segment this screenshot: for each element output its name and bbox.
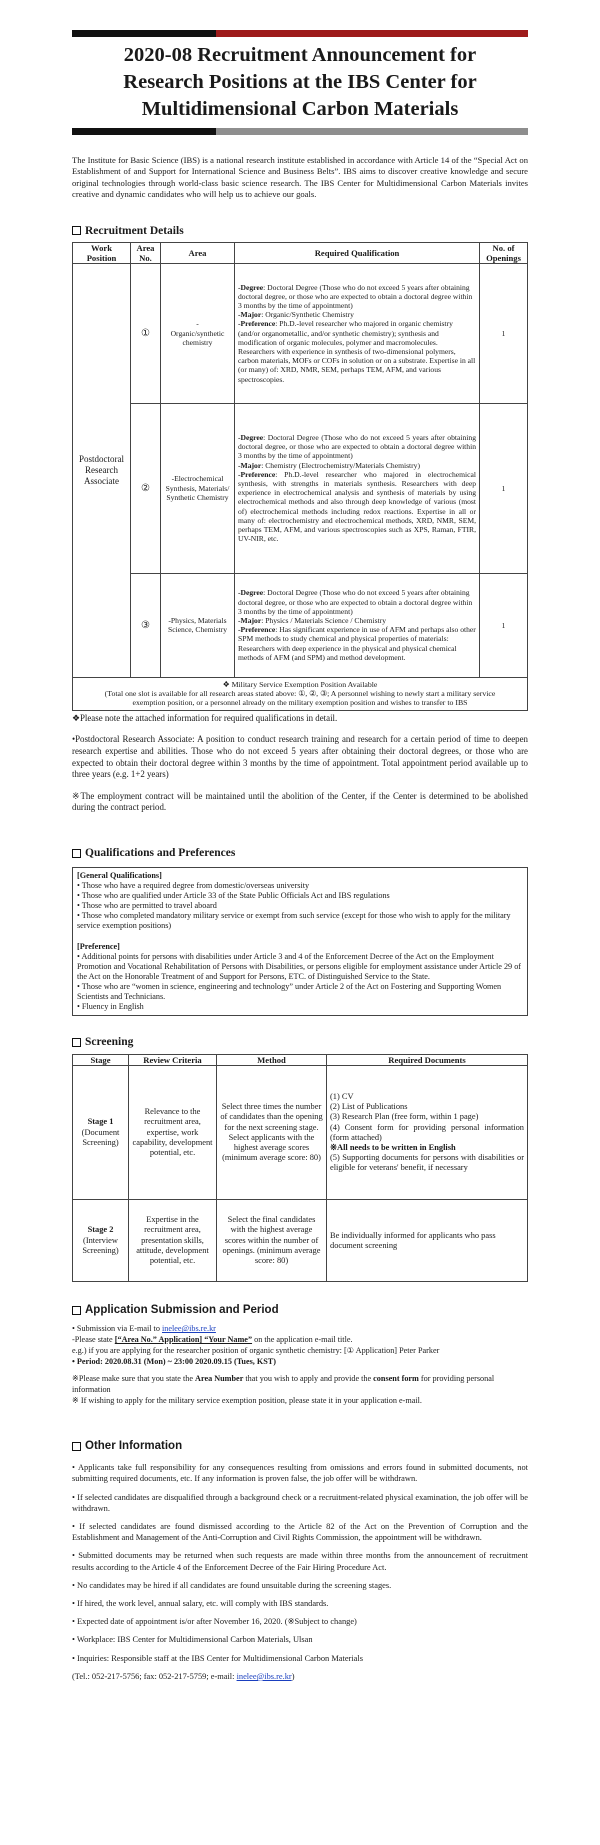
postdoc-note: •Postdoctoral Research Associate: A position to conduct research training and research for a certain period of time to deepen research expertise and abilities. Those who do not exceed 5 years after obtaining their doctoral degrees, or those who are expected to obtain their doctoral degree within 3 months by the time of appointment. Total appointment period available up to three years (e.g. 1+2 years) [72,734,528,780]
method-cell: Select the final candidates with the highest average scores within the number of openings. (minimum average score: 80) [217,1200,327,1282]
other-section [72,1462,528,1682]
general-title: [General Qualifications] [77,871,162,880]
military-text: (Total one slot is available for all research areas stated above: ①, ②, ③; A personnel wishing to newly start a military service exemption position, or a personnel already on the military exemption position and wishes to transfer to IBS [104,689,496,708]
col-header: Method [217,1055,327,1066]
checkbox-square-icon [72,1306,81,1315]
area-no: ② [131,403,161,573]
contact-line: (Tel.: 052-217-5756; fax: 052-217-5759; e-mail: inelee@ibs.re.kr) [72,1671,295,1681]
list-item: • Those who completed mandatory military service or exempt from such service (except for those who wish to apply for the military service exemption positions) [77,911,511,931]
documents-cell [327,1066,528,1200]
title-line: Research Positions at the IBS Center for [123,71,477,93]
recruitment-table [72,242,528,711]
list-item: (5) Supporting documents for persons with disabilities or eligible for veterans' benefit, if necessary [330,1153,524,1173]
recruitment-heading: Recruitment Details [72,225,528,237]
checkbox-square-icon [72,1038,81,1047]
col-header: Required Qualification [235,242,480,263]
period-line: • Period: 2020.08.31 (Mon) ~ 23:00 2020.09.15 (Tues, KST) [72,1357,276,1367]
area-name: -Electrochemical Synthesis, Materials/ Synthetic Chemistry [161,403,235,573]
title-line: Multidimensional Carbon Materials [141,98,459,120]
list-item: (2) List of Publications [330,1102,408,1112]
other-heading: Other Information [72,1440,528,1452]
list-item: • No candidates may be hired if all candidates are found unsuitable during the screening stages. [72,1580,392,1590]
area-no: ③ [131,573,161,677]
military-note: ※ If wishing to apply for the military service exemption position, please state it in your application e-mail. [72,1396,422,1406]
header-bottom-bar [72,128,528,135]
list-item: • Those who are qualified under Article 33 of the State Public Officials Act and IBS regulations [77,891,390,901]
qualification-cell: -Degree: Doctoral Degree (Those who do not exceed 5 years after obtaining doctoral degree, or those who are expected to obtain a doctoral degree within 3 months by the time of appointment) -Major: Organic/Synthetic Chemistry -Preference: Ph.D.-level researcher who majored in organic chemistry (and/or organometallic, and/or synthetic chemistry); synthesis and modification of organic molecules, polymer and macromolecules. Researchers with experience in synthesis of two-dimensional polymers, carbon materials, MOFs or COFs in solution or on a substrate. Expertise in all (or many) of: XRD, NMR, SEM, perhaps TEM, AFM, and various spectroscopies. [235,263,480,403]
list-item: • Those who have a required degree from domestic/overseas university [77,881,310,891]
list-item: • Workplace: IBS Center for Multidimensional Carbon Materials, Ulsan [72,1635,313,1645]
intro-paragraph: The Institute for Basic Science (IBS) is a national research institute established in accordance with Article 14 of the “Special Act on Establishment of and Support for International Science and Business Belts”. IBS aims to discover creative knowledge and secure original technologies through world-class basic science research. The IBS Center for Multidimensional Carbon Materials invites creative and dynamic candidates who will help us to achieve our goals. [72,155,528,200]
submission-line: • Submission via E-mail to inelee@ibs.re.kr [72,1324,216,1334]
col-header: Required Documents [327,1055,528,1066]
list-item: (4) Consent form for providing personal information (form attached) [330,1122,524,1142]
documents-cell [327,1200,528,1282]
stage-cell: Stage 2 (Interview Screening) [73,1200,129,1282]
email-link[interactable]: inelee@ibs.re.kr [161,1324,216,1334]
page-title [72,42,528,123]
col-header: No. of Openings [480,242,528,263]
method-cell: Select three times the number of candidates than the opening for the next screening stage. Select applicants with the highest average scores (minimum average score: 80) [217,1066,327,1200]
checkbox-square-icon [72,849,81,858]
screening-table [72,1054,528,1282]
title-line: 2020-08 Recruitment Announcement for [123,44,477,66]
screening-heading: Screening [72,1036,528,1048]
list-item: • Fluency in English [77,1002,144,1012]
announcement-page [72,30,528,1689]
qualification-cell: -Degree: Doctoral Degree (Those who do not exceed 5 years after obtaining doctoral degree, or those who are expected to obtain a doctoral degree within 3 months by the time of appointment) -Major: Physics / Materials Science / Chemistry -Preference: Has significant experience in use of AFM and perhaps also other SPM methods to study chemical and physical properties of materials: Researchers with deep experience in the physical and physical chemical methods of AFM (and SPM) and method development. [235,573,480,677]
area-no: ① [131,263,161,403]
attached-note: ❖Please note the attached information for required qualifications in detail. [72,712,338,723]
table-row [73,1066,528,1200]
col-header: Area No. [131,242,161,263]
area-number-note: ※Please make sure that you state the Area Number that you wish to apply and provide the consent form for providing personal information [72,1374,495,1395]
list-item: • Those who are permitted to travel aboard [77,901,217,911]
military-service-cell [73,677,528,710]
table-row [73,573,528,677]
criteria-cell: Expertise in the recruitment area, presentation skills, attitude, development potential, etc. [129,1200,217,1282]
list-item: • If selected candidates are disqualified through a background check or a recruitment-related physical examination, the job offer will be withdrawn. [72,1492,528,1513]
qualifications-heading: Qualifications and Preferences [72,847,528,859]
col-header: Area [161,242,235,263]
list-item: • Inquiries: Responsible staff at the IBS Center for Multidimensional Carbon Materials [72,1653,363,1663]
col-header: Work Position [73,242,131,263]
list-item: • Those who are “women in science, engineering and technology” under Article 2 of the Act on Fostering and Supporting Women Scientists and Technicians. [77,981,502,1002]
list-item: • If hired, the work level, annual salary, etc. will comply with IBS standards. [72,1599,329,1609]
list-item: • Applicants take full responsibility for any consequences resulting from omissions and errors found in submitted documents, not submitting required documents, etc. If any information is proven false, the job offer will be withdrawn. [72,1463,528,1484]
state-line: -Please state [“Area No.” Application] “Your Name” on the application e-mail title. [72,1335,353,1345]
table-row [73,403,528,573]
openings-count: 1 [480,263,528,403]
col-header: Review Criteria [129,1055,217,1066]
contract-note: ※The employment contract will be maintained until the abolition of the Center, if the Center is determined to be abolished during the contract period. [72,790,528,813]
application-heading: Application Submission and Period [72,1304,528,1316]
checkbox-square-icon [72,226,81,235]
list-item: (3) Research Plan (free form, within 1 page) [330,1112,479,1122]
list-item: • Expected date of appointment is/or after November 16, 2020. (※Subject to change) [72,1617,357,1627]
qualification-cell: -Degree: Doctoral Degree (Those who do not exceed 5 years after obtaining doctoral degree, or those who are expected to obtain a doctoral degree within 3 months by the time of appointment) -Major: Chemistry (Electrochemistry/Materials Chemistry) -Preference: Ph.D.-level researcher who majored in electrochemical synthesis, with strengths in materials synthesis. Researchers with deep experience in electrochemical analysis and synthesis of materials by using electrochemical methods and also through deep knowledge of various (most of) electrochemical methods including redox reactions. Expertise in all or many of: electrochemistry and electrochemical methods, XRD, NMR, SEM, perhaps TEM, AFM, and various spectroscopies such as XPS, Raman, FTIR, UV-NIR, etc. [235,403,480,573]
work-position-cell: Postdoctoral Research Associate [73,263,131,677]
openings-count: 1 [480,403,528,573]
qualifications-box [72,867,528,1016]
application-section [72,1323,528,1406]
area-name: - Organic/synthetic chemistry [161,263,235,403]
contact-email-link[interactable]: inelee@ibs.re.kr [236,1671,292,1681]
list-item: • Submitted documents may be returned when such requests are made within three months from the announcement of recruitment results according to the Article 4 of the Enforcement Decree of the Fair Hiring Procedure Act. [72,1551,528,1572]
openings-count: 1 [480,573,528,677]
list-item: ※All needs to be written in English [330,1142,456,1152]
table-row [73,263,528,403]
list-item: • If selected candidates are found dismissed according to the Article 82 of the Act on the Prevention of Corruption and the Establishment and Management of the Anti-Corruption and Civil Rights Commission, the appointment will be withdrawn. [72,1522,528,1543]
header-top-bar [72,30,528,37]
military-title: ❖ Military Service Exemption Position Available [222,679,378,689]
checkbox-square-icon [72,1442,81,1451]
list-item: Be individually informed for applicants who pass document screening [330,1230,496,1250]
area-name: -Physics, Materials Science, Chemistry [161,573,235,677]
col-header: Stage [73,1055,129,1066]
table-row [73,1200,528,1282]
stage-cell: Stage 1 (Document Screening) [73,1066,129,1200]
criteria-cell: Relevance to the recruitment area, expertise, work capability, development potential, etc. [129,1066,217,1200]
example-line: e.g.) if you are applying for the researcher position of organic synthetic chemistry: [① Application] Peter Parker [72,1346,440,1356]
list-item: (1) CV [330,1091,354,1101]
list-item: • Additional points for persons with disabilities under Article 3 and 4 of the Enforcement Decree of the Act on the Employment Promotion and Vocational Rehabilitation of Persons with Disabilities, or persons eligible for employment assistance under Article 29 of the Act on the Honorable Treatment of and Support for Persons, ETC. of Distinguished Service to the State. [77,951,522,981]
table-row [73,677,528,710]
preference-title: [Preference] [77,941,120,951]
